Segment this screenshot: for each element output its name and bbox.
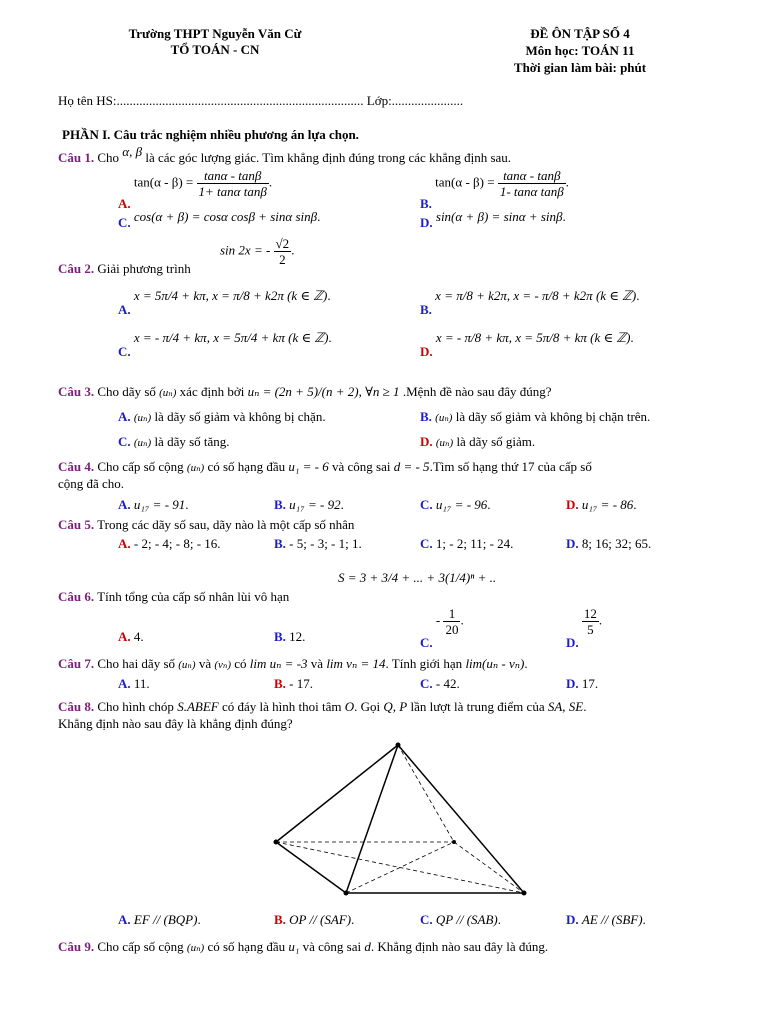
option-text: là dãy số tăng. — [154, 434, 230, 449]
math: tan(α - β) = — [435, 174, 495, 190]
option-label: B. — [420, 409, 432, 424]
edge-fe — [454, 842, 524, 893]
question-9 — [58, 939, 548, 955]
section-title: PHẦN I. Câu trắc nghiệm nhiều phương án lựa chọn. — [62, 127, 359, 142]
math: 11 — [133, 676, 147, 691]
option-label: C. — [118, 215, 131, 230]
math: lim vₙ = 14 — [326, 656, 386, 671]
diag-bf — [346, 842, 454, 893]
option-c[interactable]: C. QP // (SAB). — [420, 912, 501, 927]
question-label: Câu 5. — [58, 517, 95, 532]
option-d[interactable]: D. x = - π/8 + kπ, x = 5π/8 + kπ (k ∈ ℤ). — [420, 330, 634, 359]
question-text: có — [234, 656, 247, 671]
math: 8; 16; 32; 65 — [581, 536, 648, 551]
question-text: . Khẳng định nào sau đây là đúng. — [370, 939, 549, 954]
student-name-line: Họ tên HS:............................................................................ Lớp:...................... — [58, 93, 464, 108]
math: u₁₇ = - 96 — [435, 497, 488, 512]
math: QP // (SAB) — [435, 912, 498, 927]
math: - 5; - 3; - 1; 1 — [289, 536, 359, 551]
math: (uₙ) — [186, 462, 205, 474]
math: (uₙ) — [435, 412, 453, 424]
option-text: là dãy số giảm và không bị chặn trên. — [455, 409, 651, 424]
option-b[interactable]: B. - 17. — [274, 676, 314, 691]
fraction: $\frac{\tan\alpha - \tan\beta}{\text{1- tanα tanβ}}$ — [499, 168, 564, 199]
option-label: B. — [420, 302, 432, 317]
option-c[interactable]: C. - 42. — [420, 676, 460, 691]
math: lim(uₙ - vₙ) — [465, 656, 525, 671]
question-8: Câu 8. Cho hình chóp S.ABEF có đáy là hình thoi tâm O. Gọi Q, P lần lượt là trung điểm của SA, SE. — [58, 699, 587, 714]
option-label: A. — [118, 302, 131, 317]
question-label: Câu 1. — [58, 150, 95, 165]
vertex-f — [452, 840, 456, 844]
option-c[interactable]: C. 1; - 2; 11; - 24. — [420, 536, 514, 551]
option-label: D. — [420, 344, 433, 359]
department: TỔ TOÁN - CN — [170, 42, 260, 57]
option-a[interactable]: A. 11. — [118, 676, 150, 691]
option-label: C. — [420, 536, 433, 551]
math: - 42 — [435, 676, 457, 691]
option-label: C. — [420, 676, 433, 691]
question-text: xác định bởi — [179, 384, 245, 399]
option-a[interactable]: A. u₁₇ = - 91. — [118, 497, 189, 512]
question-text: . Tính giới hạn — [385, 656, 463, 671]
option-b[interactable]: B. 12. — [274, 629, 306, 644]
question-text: Cho — [97, 150, 120, 165]
math: EF // (BQP) — [133, 912, 198, 927]
option-b[interactable]: B. x = π/8 + k2π, x = - π/8 + k2π (k ∈ ℤ). — [420, 288, 640, 317]
option-label: B. — [274, 912, 286, 927]
option-label: A. — [118, 196, 131, 212]
question-text: và công sai — [331, 459, 391, 474]
question-text: lần lượt là trung điểm của — [410, 699, 545, 714]
question-text: và — [310, 656, 324, 671]
math: sin(α + β) = sinα + sinβ — [435, 209, 563, 224]
edge-ab — [276, 842, 346, 893]
option-d[interactable]: D. AE // (SBF). — [566, 912, 646, 927]
question-label: Câu 6. — [58, 589, 95, 604]
question-text: Cho cấp số cộng — [97, 459, 184, 474]
option-d[interactable]: D. sin(α + β) = sinα + sinβ. — [420, 209, 566, 230]
option-a[interactable]: A. tan(α - β) = $\frac{\tan\alpha - \tan\beta}{\text{1+ tanα tanβ}}$ . — [118, 168, 273, 212]
option-label: C. — [118, 434, 131, 449]
option-label: D. — [566, 635, 579, 651]
math: 1; - 2; 11; - 24 — [435, 536, 511, 551]
question-text: Cho cấp số cộng — [97, 939, 184, 954]
option-a[interactable]: A. - 2; - 4; - 8; - 16. — [118, 536, 221, 551]
math: AE // (SBF) — [581, 912, 643, 927]
math: (uₙ) — [186, 942, 205, 954]
option-label: B. — [274, 536, 286, 551]
option-b[interactable]: B. OP // (SAF). — [274, 912, 355, 927]
edge-sa — [276, 745, 398, 842]
option-b[interactable]: B. u₁₇ = - 92. — [274, 497, 344, 512]
question-text: .Mệnh đề nào sau đây đúng? — [402, 384, 552, 399]
option-d[interactable]: D. u₁₇ = - 86. — [566, 497, 637, 512]
edge-sb — [346, 745, 398, 893]
question-text: có đáy là hình thoi tâm — [221, 699, 342, 714]
option-text: là dãy số giảm. — [456, 434, 536, 449]
math: (uₙ) — [178, 659, 196, 671]
question-text: Tính tổng của cấp số nhân lùi vô hạn — [97, 589, 290, 604]
math: 4 — [133, 629, 141, 644]
question-text: và — [198, 656, 212, 671]
option-c[interactable]: C. u₁₇ = - 96. — [420, 497, 491, 512]
option-b[interactable]: B. - 5; - 3; - 1; 1. — [274, 536, 362, 551]
math: S.ABEF — [177, 699, 219, 714]
option-label: D. — [566, 912, 579, 927]
math: u₁₇ = - 92 — [289, 497, 341, 512]
option-a[interactable]: A. EF // (BQP). — [118, 912, 201, 927]
option-d[interactable]: D. 8; 16; 32; 65. — [566, 536, 652, 551]
question-text: Giải phương trình — [97, 261, 191, 276]
exam-title: ĐỀ ÔN TẬP SỐ 4 — [530, 26, 630, 41]
option-label: D. — [420, 434, 433, 449]
option-d[interactable]: D. $\frac{12}{5}$ . — [566, 606, 603, 651]
vertex-a — [274, 840, 279, 845]
question-text: và công sai — [302, 939, 362, 954]
math: x = 5π/4 + kπ, x = π/8 + k2π (k ∈ ℤ) — [133, 288, 328, 303]
math: O — [344, 699, 355, 714]
question-label: Câu 8. — [58, 699, 95, 714]
school-name: Trường THPT Nguyễn Văn Cừ — [128, 26, 302, 41]
equation: sin 2x = - $\frac{√2}{2}$ . — [220, 236, 295, 267]
option-label: A. — [118, 912, 131, 927]
option-label: C. — [118, 344, 131, 359]
math: d — [364, 939, 371, 954]
fraction: $\frac{\tan\alpha - \tan\beta}{\text{1+ tanα tanβ}}$ — [198, 168, 267, 199]
option-label: D. — [566, 497, 579, 512]
question-label: Câu 9. — [58, 939, 95, 954]
question-label: Câu 4. — [58, 459, 95, 474]
math: u₁₇ = - 86 — [581, 497, 634, 512]
series-formula: S = 3 + 3/4 + ... + 3(1/4)ⁿ + .. — [338, 570, 497, 585]
question-text-cont: cộng đã cho. — [58, 476, 125, 491]
option-label: A. — [118, 629, 131, 644]
question-label: Câu 7. — [58, 656, 95, 671]
math: u₁₇ = - 91 — [133, 497, 186, 512]
option-label: C. — [420, 497, 433, 512]
vertex-s — [396, 743, 401, 748]
math: SA, SE — [547, 699, 584, 714]
question-text: . Gọi — [354, 699, 381, 714]
option-c[interactable]: C. x = - π/4 + kπ, x = 5π/4 + kπ (k ∈ ℤ). — [118, 330, 332, 359]
option-label: B. — [274, 497, 286, 512]
math: Q, P — [383, 699, 408, 714]
subject: Môn học: TOÁN 11 — [525, 43, 635, 58]
question-text: là các góc lượng giác. Tìm khẳng định đúng trong các khẳng định sau. — [145, 150, 512, 165]
option-label: D. — [420, 215, 433, 230]
math: tan(α - β) = — [133, 174, 194, 190]
vertex-b — [344, 891, 349, 896]
question-text: .Tìm số hạng thứ 17 của cấp số — [429, 459, 592, 474]
option-label: A. — [118, 676, 131, 691]
option-label: C. — [420, 635, 433, 651]
math: - 17 — [289, 676, 310, 691]
math: (uₙ) — [133, 412, 152, 424]
math: u₁ = - 6 — [288, 459, 329, 474]
option-label: A. — [118, 409, 131, 424]
option-a[interactable]: A. 4. — [118, 629, 144, 644]
question-text: Trong các dãy số sau, dãy nào là một cấp số nhân — [97, 517, 355, 532]
math: x = - π/4 + kπ, x = 5π/4 + kπ (k ∈ ℤ) — [133, 330, 329, 345]
question-text: có số hạng đầu — [207, 939, 286, 954]
question-text: Cho hai dãy số — [97, 656, 176, 671]
fraction: $\frac{1}{20}$ — [445, 606, 459, 637]
option-label: B. — [420, 196, 432, 212]
math: α, β — [122, 144, 143, 159]
option-label: A. — [118, 497, 131, 512]
question-label: Câu 2. — [58, 261, 95, 276]
option-a[interactable]: A. x = 5π/4 + kπ, x = π/8 + k2π (k ∈ ℤ). — [118, 288, 331, 317]
math: u₁ — [288, 939, 300, 954]
fraction: $\frac{12}{5}$ — [583, 606, 597, 637]
edge-sf — [398, 745, 454, 842]
vertex-e — [522, 891, 527, 896]
option-d[interactable]: D. 17. — [566, 676, 599, 691]
question-text: Cho dãy số — [97, 384, 156, 399]
math: (uₙ) — [159, 387, 177, 399]
math: d = - 5 — [393, 459, 430, 474]
math: 12 — [289, 629, 303, 644]
option-c[interactable]: C. cos(α + β) = cosα cosβ + sinα sinβ. — [118, 209, 321, 230]
question-label: Câu 3. — [58, 384, 95, 399]
option-label: D. — [566, 676, 579, 691]
question-text-cont: Khẳng định nào sau đây là khẳng định đúng? — [58, 716, 293, 731]
option-label: B. — [274, 676, 286, 691]
math: uₙ = (2n + 5)/(n + 2), ∀n ≥ 1 — [247, 384, 400, 399]
question-text: có số hạng đầu — [207, 459, 286, 474]
math: x = π/8 + k2π, x = - π/8 + k2π (k ∈ ℤ) — [435, 288, 637, 303]
math: 17 — [581, 676, 595, 691]
option-c[interactable]: C. - $\frac{1}{20}$ . — [420, 606, 464, 651]
math: (uₙ) — [133, 437, 152, 449]
exam-time: Thời gian làm bài: phút — [513, 60, 647, 75]
option-label: B. — [274, 629, 286, 644]
question-7: Câu 7. Cho hai dãy số (uₙ) và (vₙ) có lim uₙ = -3 và lim vₙ = 14. Tính giới hạn lim(uₙ - vₙ). — [58, 656, 528, 671]
option-b[interactable]: B. tan(α - β) = $\frac{\tan\alpha - \tan\beta}{\text{1- tanα tanβ}}$ . — [420, 168, 569, 212]
option-label: C. — [420, 912, 433, 927]
option-text: là dãy số giảm và không bị chặn. — [154, 409, 326, 424]
math: (uₙ) — [435, 437, 454, 449]
option-label: A. — [118, 536, 131, 551]
math: cos(α + β) = cosα cosβ + sinα sinβ — [133, 209, 318, 224]
math: - 2; - 4; - 8; - 16 — [133, 536, 218, 551]
math: (vₙ) — [214, 659, 232, 671]
math: x = - π/8 + kπ, x = 5π/8 + kπ (k ∈ ℤ) — [435, 330, 631, 345]
question-text: Cho hình chóp — [97, 699, 174, 714]
option-label: D. — [566, 536, 579, 551]
math: OP // (SAF) — [289, 912, 352, 927]
math: lim uₙ = -3 — [249, 656, 308, 671]
